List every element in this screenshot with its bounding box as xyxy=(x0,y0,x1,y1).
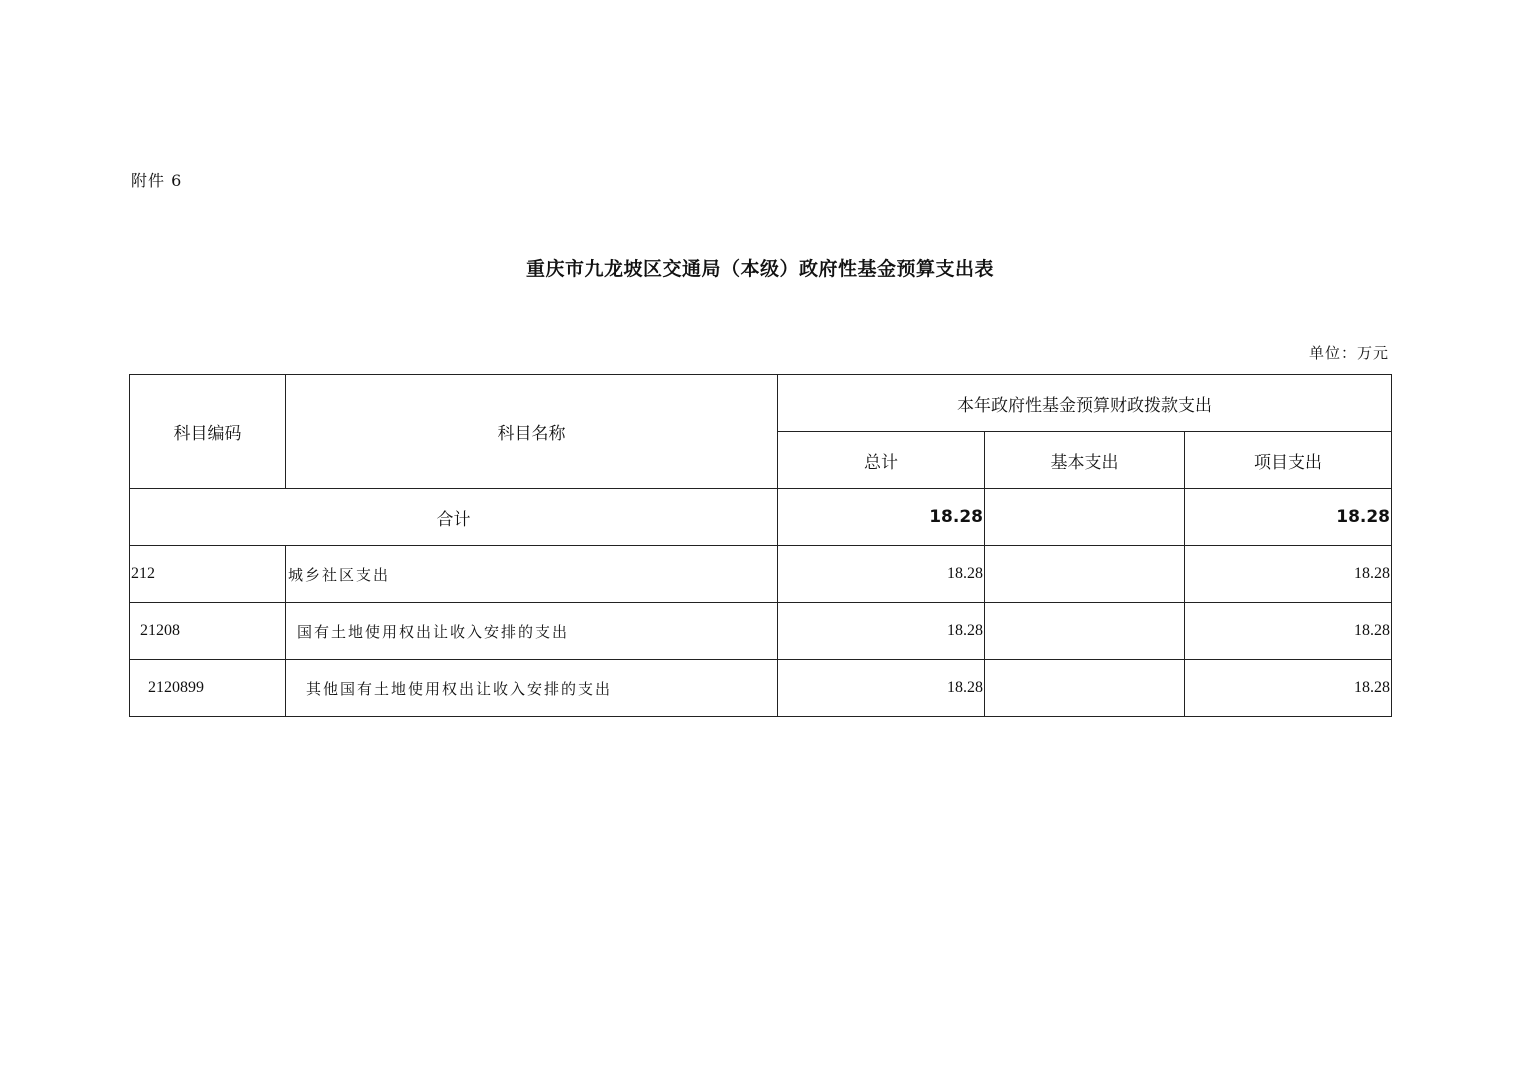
row-basic xyxy=(985,546,1185,603)
row-name: 城乡社区支出 xyxy=(286,546,778,603)
row-basic xyxy=(985,603,1185,660)
total-label: 合计 xyxy=(130,489,778,546)
row-code: 21208 xyxy=(130,603,286,660)
header-basic: 基本支出 xyxy=(985,432,1185,489)
total-cell-project: 18.28 xyxy=(1185,489,1392,546)
row-project: 18.28 xyxy=(1185,546,1392,603)
page-title: 重庆市九龙坡区交通局（本级）政府性基金预算支出表 xyxy=(525,258,994,280)
header-row-1 xyxy=(130,375,1392,432)
row-basic xyxy=(985,660,1185,717)
row-total: 18.28 xyxy=(778,603,985,660)
row-total: 18.28 xyxy=(778,546,985,603)
header-code: 科目编码 xyxy=(130,375,286,489)
row-project: 18.28 xyxy=(1185,603,1392,660)
row-name: 其他国有土地使用权出让收入安排的支出 xyxy=(286,660,778,717)
header-total: 总计 xyxy=(778,432,985,489)
table-row xyxy=(130,603,1392,660)
budget-table xyxy=(129,374,1392,717)
table-row xyxy=(130,660,1392,717)
total-cell-total: 18.28 xyxy=(778,489,985,546)
row-total: 18.28 xyxy=(778,660,985,717)
row-name: 国有土地使用权出让收入安排的支出 xyxy=(286,603,778,660)
header-project: 项目支出 xyxy=(1185,432,1392,489)
unit-label: 单位：万元 xyxy=(1308,344,1389,362)
total-row xyxy=(130,489,1392,546)
row-project: 18.28 xyxy=(1185,660,1392,717)
table-row xyxy=(130,546,1392,603)
row-code: 212 xyxy=(130,546,286,603)
total-cell-basic xyxy=(985,489,1185,546)
header-name: 科目名称 xyxy=(286,375,778,489)
attachment-label: 附件 6 xyxy=(131,171,183,190)
row-code: 2120899 xyxy=(130,660,286,717)
header-group: 本年政府性基金预算财政拨款支出 xyxy=(778,375,1392,432)
